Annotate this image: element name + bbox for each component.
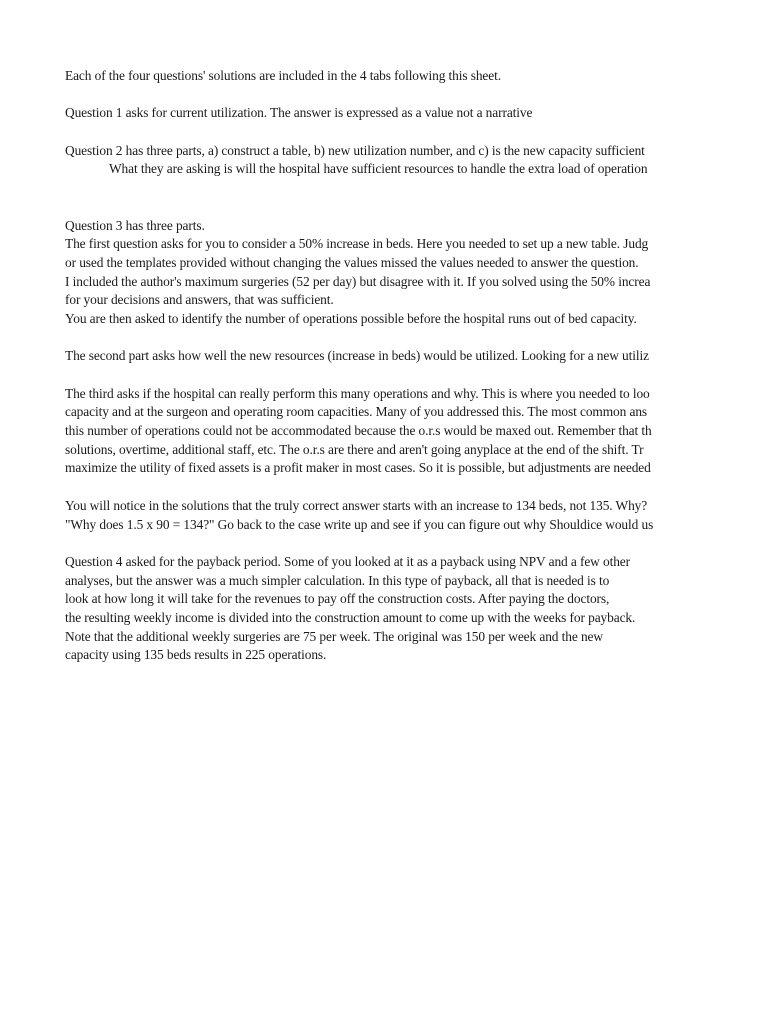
question-4-line: analyses, but the answer was a much simpler calculation. In this type of payback, all that is needed is to	[65, 572, 610, 588]
solution-note-line: "Why does 1.5 x 90 = 134?" Go back to the case write up and see if you can figure out why Shouldice would us	[65, 516, 654, 532]
question-4-line: Note that the additional weekly surgeries are 75 per week. The original was 150 per week and the new	[65, 628, 603, 644]
question-3-part-1-line: The first question asks for you to consider a 50% increase in beds. Here you needed to set up a new table. Judg	[65, 236, 649, 252]
blank-line	[65, 86, 681, 105]
question-3-part-2-line: The second part asks how well the new resources (increase in beds) would be utilized. Looking for a new utiliz	[65, 348, 649, 364]
question-3-part-1-line: for your decisions and answers, that was sufficient.	[65, 292, 334, 308]
blank-line	[65, 179, 681, 198]
question-3-line: Question 3 has three parts.	[65, 217, 205, 233]
question-3-part-3-line: solutions, overtime, additional staff, etc. The o.r.s are there and aren't going anyplace at the end of the shift. Tr	[65, 441, 644, 457]
question-2-detail-line: What they are asking is will the hospital have sufficient resources to handle the extra load of operation	[109, 161, 648, 177]
blank-line	[65, 123, 681, 142]
blank-line	[65, 366, 681, 385]
question-3-part-1-line: You are then asked to identify the number of operations possible before the hospital runs out of bed capacity.	[65, 310, 637, 326]
question-3-part-3-line: maximize the utility of fixed assets is a profit maker in most cases. So it is possible, but adjustments are needed	[65, 460, 651, 476]
question-3-part-1-line: I included the author's maximum surgeries (52 per day) but disagree with it. If you solved using the 50% increa	[65, 273, 651, 289]
question-4-line: Question 4 asked for the payback period. Some of you looked at it as a payback using NPV and a few other	[65, 553, 631, 569]
blank-line	[65, 478, 681, 497]
question-3-part-3-line: capacity and at the surgeon and operating room capacities. Many of you addressed this. The most common ans	[65, 404, 648, 420]
question-3-part-3-line: The third asks if the hospital can really perform this many operations and why. This is where you needed to loo	[65, 385, 650, 401]
intro-line: Each of the four questions' solutions are included in the 4 tabs following this sheet.	[65, 68, 501, 83]
notes-text-block	[65, 67, 681, 665]
question-3-part-1-line: or used the templates provided without changing the values missed the values needed to answer the question.	[65, 254, 639, 270]
blank-line	[65, 329, 681, 348]
question-4-line: the resulting weekly income is divided into the construction amount to come up with the weeks for payback.	[65, 609, 636, 625]
solution-note-line: You will notice in the solutions that the truly correct answer starts with an increase to 134 beds, not 135. Why?	[65, 497, 648, 513]
question-2-line: Question 2 has three parts, a) construct a table, b) new utilization number, and c) is the new capacity sufficient	[65, 142, 645, 158]
question-4-line: look at how long it will take for the revenues to pay off the construction costs. After paying the doctors,	[65, 591, 610, 607]
question-3-part-3-line: this number of operations could not be accommodated because the o.r.s would be maxed out. Remember that th	[65, 423, 652, 439]
blank-line	[65, 198, 681, 217]
question-4-line: capacity using 135 beds results in 225 operations.	[65, 647, 327, 663]
blank-line	[65, 534, 681, 553]
question-1-line: Question 1 asks for current utilization. The answer is expressed as a value not a narrative	[65, 105, 533, 121]
